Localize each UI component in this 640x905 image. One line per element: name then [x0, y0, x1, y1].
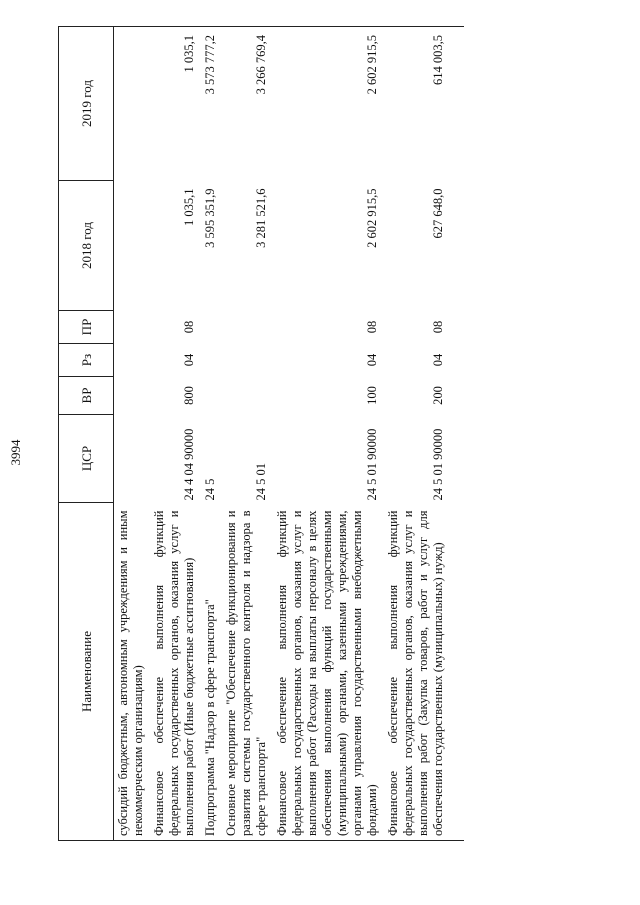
header-row [59, 27, 114, 841]
row-pr: 08 [182, 320, 196, 334]
header-name: Наименование [59, 503, 114, 841]
row-csr: 24 5 01 90000 [431, 428, 445, 501]
row-2018: 3 281 521,6 [254, 188, 268, 248]
row-rz: 04 [431, 353, 445, 367]
header-2018: 2018 год [59, 181, 114, 311]
row-vr: 100 [365, 386, 379, 405]
row-2018: 1 035,1 [182, 188, 196, 226]
row-csr: 24 4 04 90000 [182, 428, 196, 501]
row-csr: 24 5 01 [254, 463, 268, 501]
header-2019: 2019 год [59, 27, 114, 181]
row-2019: 3 266 769,4 [224, 27, 275, 181]
row-pr: 08 [431, 320, 445, 334]
table-row [224, 27, 275, 841]
row-2019: 614 003,5 [386, 27, 464, 181]
row-pr [114, 311, 153, 344]
row-2018: 627 648,0 [431, 188, 445, 239]
row-rz [203, 344, 224, 377]
row-name: Основное мероприятие "Обеспечение функционирования и развития системы государственного контроля и надзора в сфере транспорта" [224, 503, 275, 841]
table-row [203, 27, 224, 841]
row-csr [114, 415, 153, 503]
row-rz [224, 344, 275, 377]
row-name: Финансовое обеспечение выполнения функций федеральных государственных органов, оказания услуг и выполнения работ (Расходы на выплаты персоналу в целях обеспечения выполнения функций государственными (муниципальными) органами, казенными учреждениями, органами управления государственными внебюджетными фондами) [275, 503, 386, 841]
row-csr: 24 5 [203, 478, 217, 501]
table-row [386, 27, 464, 841]
header-pr: ПР [59, 311, 114, 344]
row-2018: 2 602 915,5 [365, 188, 379, 248]
row-name: субсидий бюджетным, автономным учреждениям и иным некоммерческим организациям) [114, 503, 153, 841]
row-2018: 3 595 351,9 [203, 188, 217, 248]
row-vr [203, 377, 224, 415]
row-rz [114, 344, 153, 377]
header-csr: ЦСР [59, 415, 114, 503]
row-pr: 08 [365, 320, 379, 334]
row-vr [224, 377, 275, 415]
row-2019 [114, 27, 153, 181]
row-2019: 1 035,1 [152, 27, 203, 181]
row-2019: 2 602 915,5 [275, 27, 386, 181]
row-name: Финансовое обеспечение выполнения функций федеральных государственных органов, оказания услуг и выполнения работ (Закупка товаров, работ и услуг для обеспечения государственных (муниципальных) нужд) [386, 503, 464, 841]
header-rz: Рз [59, 344, 114, 377]
row-pr [224, 311, 275, 344]
table-row [275, 27, 386, 841]
row-2018 [114, 181, 153, 311]
row-rz: 04 [365, 353, 379, 367]
row-vr [114, 377, 153, 415]
row-pr [203, 311, 224, 344]
header-vr: ВР [59, 377, 114, 415]
row-rz: 04 [182, 353, 196, 367]
row-vr: 800 [182, 386, 196, 405]
budget-table [58, 26, 464, 841]
row-csr: 24 5 01 90000 [365, 428, 379, 501]
row-vr: 200 [431, 386, 445, 405]
table-row [114, 27, 153, 841]
page-number: 3994 [8, 439, 23, 466]
row-name: Подпрограмма "Надзор в сфере транспорта" [203, 503, 224, 841]
row-name: Финансовое обеспечение выполнения функций федеральных государственных органов, оказания услуг и выполнения работ (Иные бюджетные ассигнования) [152, 503, 203, 841]
row-2019: 3 573 777,2 [203, 27, 224, 181]
table-row [152, 27, 203, 841]
